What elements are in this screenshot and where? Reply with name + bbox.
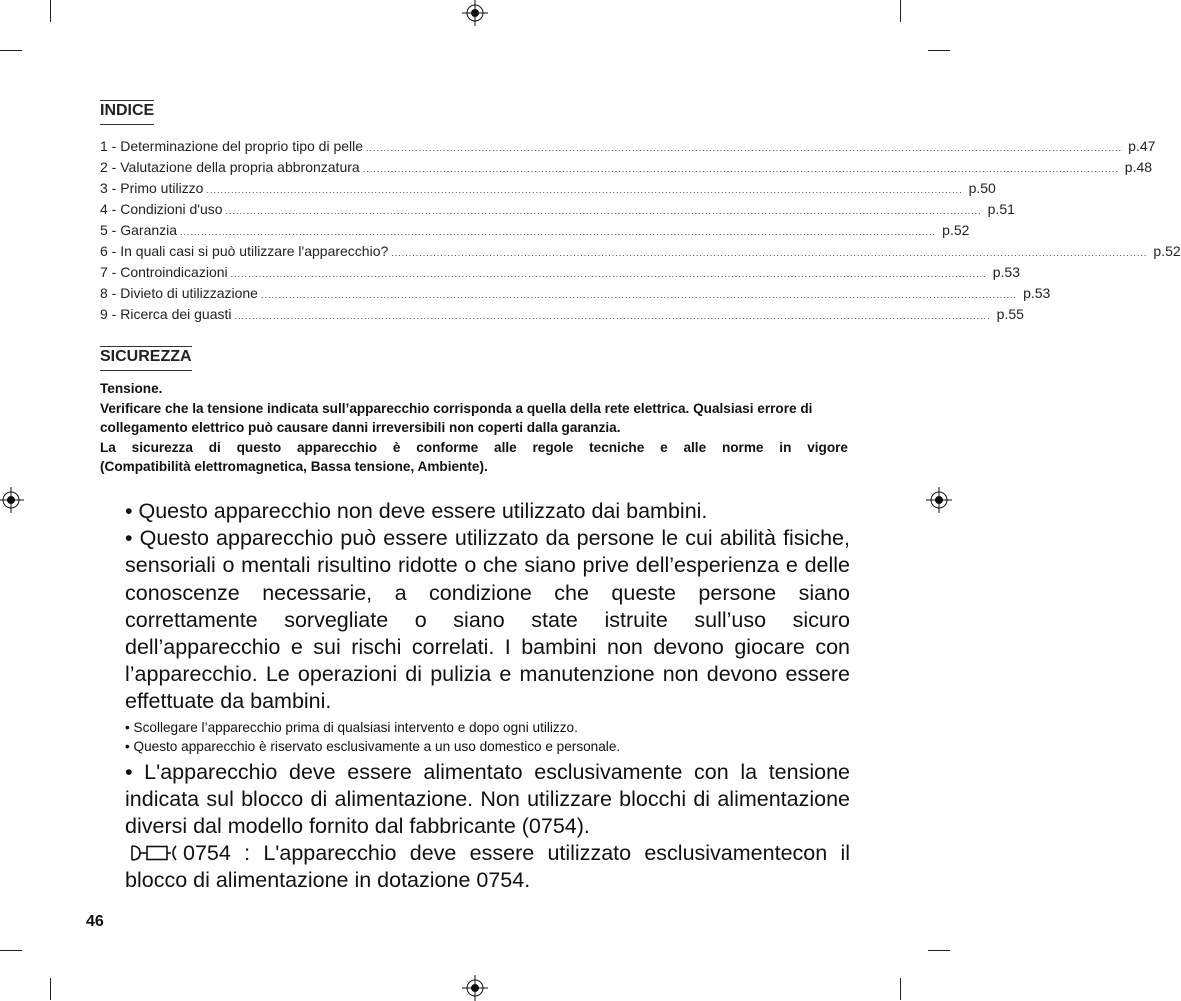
crop-mark <box>0 50 22 51</box>
toc-entry[interactable] <box>100 136 1156 157</box>
toc-page-number: 48 <box>1136 159 1153 175</box>
toc-leader-dots: ........................................................................................................................................................................................................................ <box>391 248 1148 258</box>
toc-page-prefix: p. <box>987 201 1000 217</box>
page-number: 46 <box>86 913 104 930</box>
index-heading: INDICE <box>100 100 154 125</box>
conformity-text: La sicurezza di questo apparecchio è conforme alle regole tecniche e alle norme in vigore <box>100 439 848 455</box>
tension-text: Verificare che la tensione indicata sull’apparecchio corrisponda a quella della rete elettrica. Qualsiasi errore di collegamento elettrico può causare danni irreversibili non coperti dalla garanzia. <box>100 400 813 435</box>
toc-page-prefix: p. <box>992 264 1005 280</box>
toc-page-number: 47 <box>1139 138 1156 154</box>
bullet-capabilities: • Questo apparecchio può essere utilizzato da persone le cui abilità fisiche, sensoriali o mentali risultino ridotte o che siano prive dell’esperienza e delle conoscenze necessarie, a condizione che queste persone siano correttamente sorvegliate o siano state istruite sull’uso sicuro dell’apparecchio e sui rischi correlati. I bambini non devono giocare con l’apparecchio. Le operazioni di pulizia e manutenzione non devono essere effettuate da bambini. <box>125 526 850 714</box>
toc-page-number: 53 <box>1004 264 1020 280</box>
bullet-domestic: • Questo apparecchio è riservato esclusivamente a un uso domestico e personale. <box>125 739 621 755</box>
crop-mark <box>50 978 51 1000</box>
toc-leader-dots: ........................................................................................................................................................................................................................ <box>180 227 937 237</box>
toc-page-prefix: p. <box>942 222 954 238</box>
power-supply-note: 0754 : L'apparecchio deve essere utilizzato esclusivamentecon il blocco di alimentazione in dotazione 0754. <box>125 841 850 893</box>
toc-entry-label: 2 - Valutazione della propria abbronzatura <box>100 159 360 175</box>
toc-entry-label: 3 - Primo utilizzo <box>100 180 204 196</box>
crop-mark <box>928 950 950 951</box>
toc-entry[interactable] <box>100 157 1153 178</box>
toc-entry[interactable] <box>100 241 1181 262</box>
toc-page-prefix: p. <box>1023 285 1035 301</box>
toc-entry-label: 6 - In quali casi si può utilizzare l'apparecchio? <box>100 243 389 259</box>
toc-entry[interactable] <box>100 178 996 199</box>
toc-entry[interactable] <box>100 283 1051 304</box>
toc-page-number: 52 <box>953 222 970 238</box>
crop-mark <box>0 950 22 951</box>
bullet-unplug: • Scollegare l’apparecchio prima di qualsiasi intervento e dopo ogni utilizzo. <box>125 719 578 735</box>
crop-mark <box>928 50 950 51</box>
conformity-tail: (Compatibilità elettromagnetica, Bassa tensione, Ambiente). <box>100 459 488 474</box>
tension-heading: Tensione. <box>100 381 163 396</box>
voltage-warning <box>100 379 848 477</box>
registration-mark-icon <box>462 0 488 26</box>
registration-mark-icon <box>926 487 952 513</box>
toc-page-number: 53 <box>1034 285 1051 301</box>
toc-entry[interactable] <box>100 199 1015 220</box>
registration-mark-icon <box>462 975 488 1001</box>
crop-mark <box>900 978 901 1000</box>
crop-mark <box>900 0 901 22</box>
toc-leader-dots: ........................................................................................................................................................................................................................ <box>206 185 963 195</box>
bullet-power-supply: • L'apparecchio deve essere alimentato esclusivamente con la tensione indicata sul blocco di alimentazione. Non utilizzare blocchi di alimentazione diversi dal modello fornito dal fabbricante (0754). <box>125 759 850 839</box>
toc-entry-label: 5 - Garanzia <box>100 222 178 238</box>
toc-leader-dots: ........................................................................................................................................................................................................................ <box>260 290 1018 300</box>
toc-leader-dots: ........................................................................................................................................................................................................................ <box>234 311 991 321</box>
toc-leader-dots: ........................................................................................................................................................................................................................ <box>362 164 1119 174</box>
toc-leader-dots: ........................................................................................................................................................................................................................ <box>366 143 1123 153</box>
registration-mark-icon <box>0 487 24 513</box>
toc-entry[interactable] <box>100 262 1020 283</box>
toc-entry-label: 1 - Determinazione del proprio tipo di pelle <box>100 138 364 154</box>
toc-entry-label: 9 - Ricerca dei guasti <box>100 306 232 322</box>
toc-page-prefix: p. <box>1153 243 1166 259</box>
safety-heading: SICUREZZA <box>100 346 192 371</box>
toc-page-number: 51 <box>999 201 1015 217</box>
toc-page-prefix: p. <box>996 306 1009 322</box>
power-supply-symbol-icon <box>129 844 177 862</box>
toc-leader-dots: ........................................................................................................................................................................................................................ <box>230 269 987 279</box>
power-supply-note-line <box>125 840 850 894</box>
bullet-children: • Questo apparecchio non deve essere utilizzato dai bambini. <box>125 499 708 523</box>
toc-page-number: 52 <box>1165 243 1181 259</box>
toc-page-number: 55 <box>1008 306 1024 322</box>
toc-page-prefix: p. <box>1124 159 1137 175</box>
toc-entry-label: 8 - Divieto di utilizzazione <box>100 285 258 301</box>
toc-leader-dots: ........................................................................................................................................................................................................................ <box>225 206 982 216</box>
toc-page-prefix: p. <box>968 180 981 196</box>
toc-entry[interactable] <box>100 220 970 241</box>
toc-entry-label: 4 - Condizioni d'uso <box>100 201 223 217</box>
toc-entry[interactable] <box>100 304 1024 325</box>
table-of-contents <box>100 136 1181 325</box>
toc-entry-label: 7 - Controindicazioni <box>100 264 228 280</box>
toc-page-number: 50 <box>980 180 996 196</box>
crop-mark <box>50 0 51 22</box>
safety-instructions <box>125 498 850 895</box>
toc-page-prefix: p. <box>1128 138 1140 154</box>
